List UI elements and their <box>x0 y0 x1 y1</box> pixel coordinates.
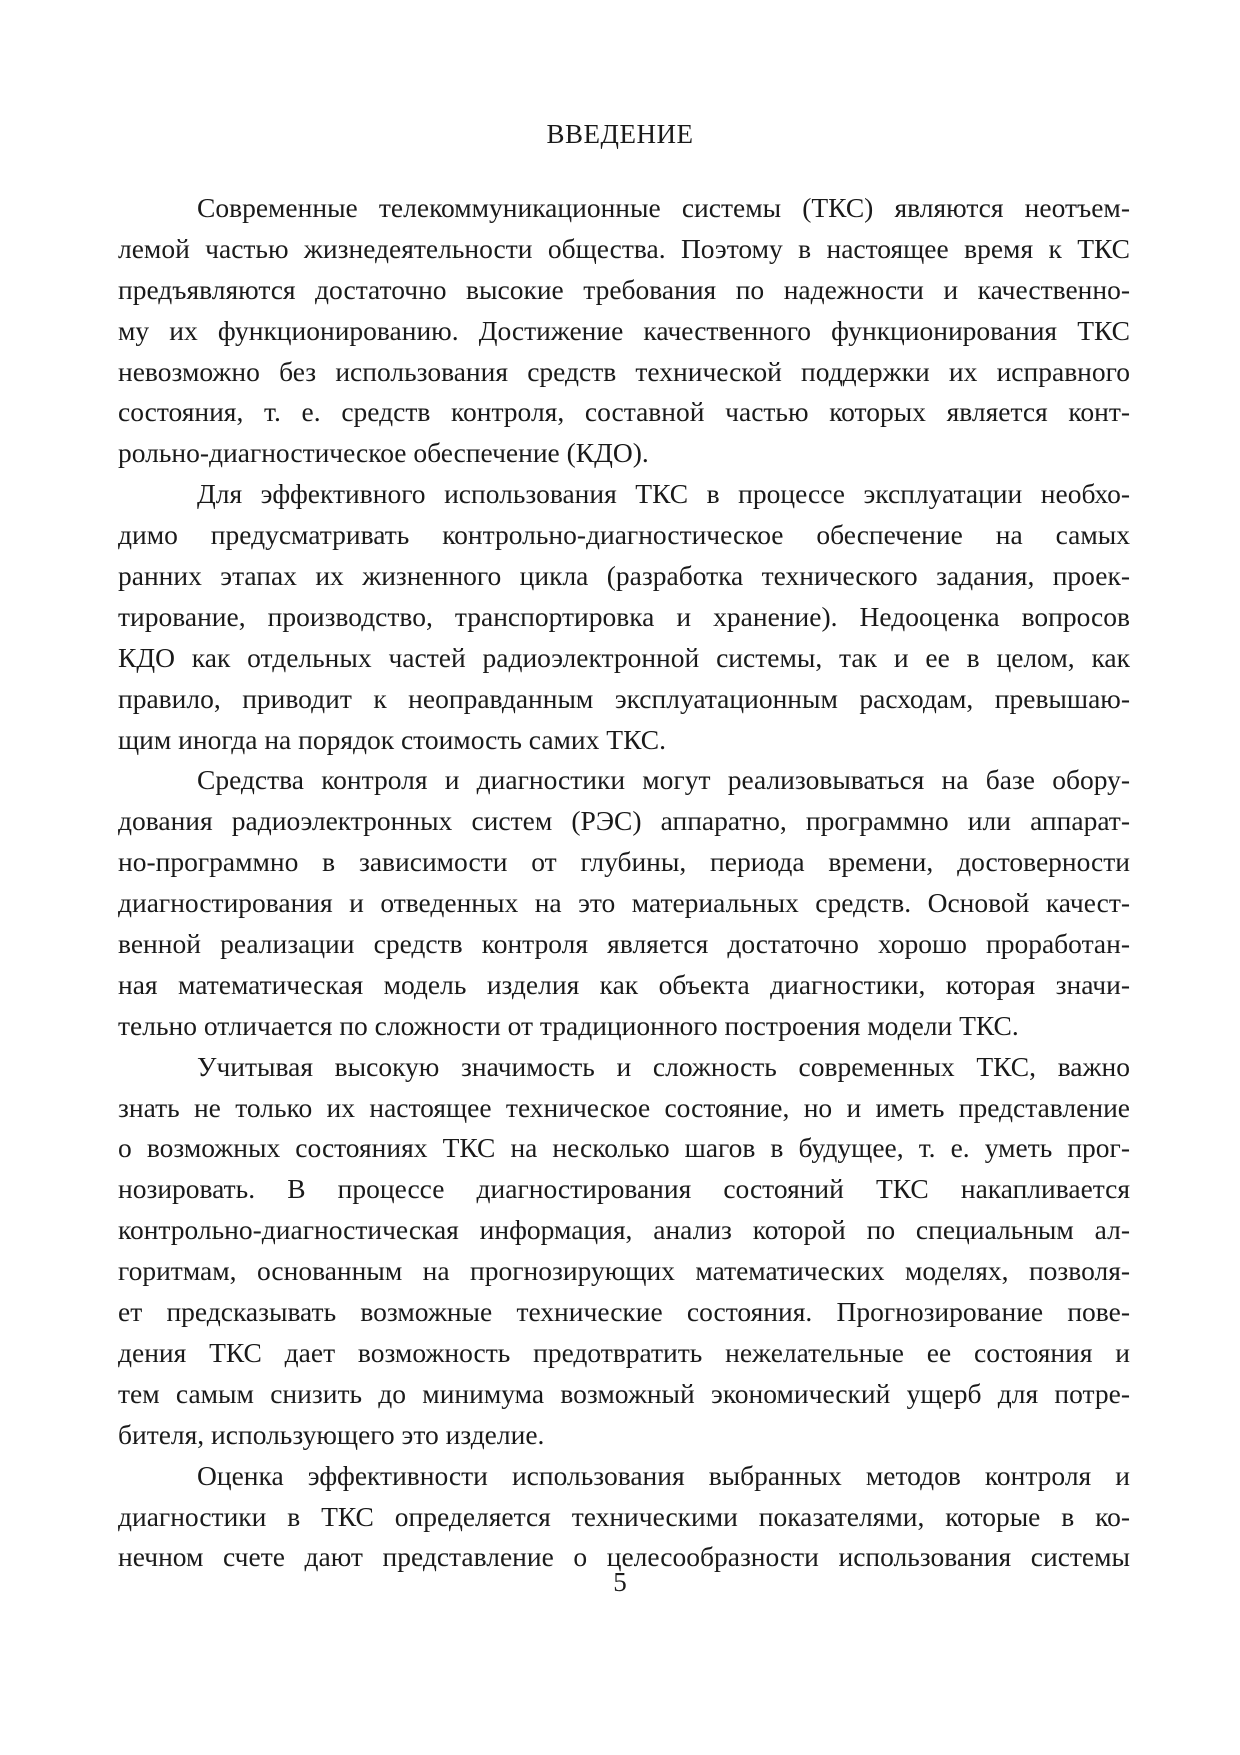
text-line: правило, приводит к неоправданным эксплуатационным расходам, превышаю- <box>118 682 1130 714</box>
body-text <box>118 188 1130 1578</box>
text-line: димо предусматривать контрольно-диагностическое обеспечение на самых <box>118 519 1130 551</box>
text-line: знать не только их настоящее техническое состояние, но и иметь представление <box>118 1091 1130 1123</box>
text-line: Для эффективного использования ТКС в процессе эксплуатации необхо- <box>197 478 1130 510</box>
text-line: но-программно в зависимости от глубины, периода времени, достоверности <box>118 846 1130 878</box>
text-line: Современные телекоммуникационные системы (ТКС) являются неотъем- <box>197 192 1130 223</box>
text-line: ет предсказывать возможные технические состояния. Прогнозирование пове- <box>118 1296 1130 1328</box>
paragraph <box>118 474 1130 760</box>
text-line: КДО как отдельных частей радиоэлектронной системы, так и ее в целом, как <box>118 641 1130 673</box>
text-line: ранних этапах их жизненного цикла (разработка технического задания, проек- <box>118 560 1130 592</box>
paragraph <box>118 1047 1130 1456</box>
paragraph <box>118 760 1130 1046</box>
text-line: горитмам, основанным на прогнозирующих математических моделях, позволя- <box>118 1255 1130 1287</box>
text-line: Учитывая высокую значимость и сложность современных ТКС, важно <box>197 1050 1130 1082</box>
text-line: лемой частью жизнедеятельности общества. Поэтому в настоящее время к ТКС <box>118 232 1130 264</box>
paragraph <box>118 1456 1130 1579</box>
text-line: Средства контроля и диагностики могут реализовываться на базе обору- <box>197 764 1130 796</box>
text-line: диагностики в ТКС определяется техническими показателями, которые в ко- <box>118 1500 1130 1532</box>
page-number: 5 <box>613 1567 627 1597</box>
text-line: Оценка эффективности использования выбранных методов контроля и <box>197 1459 1130 1491</box>
text-line: дения ТКС дает возможность предотвратить нежелательные ее состояния и <box>118 1336 1130 1368</box>
text-line: венной реализации средств контроля является достаточно хорошо проработан- <box>118 928 1130 960</box>
text-line: ная математическая модель изделия как объекта диагностики, которая значи- <box>118 968 1130 1000</box>
page-title: ВВЕДЕНИЕ <box>546 119 694 149</box>
text-line: о возможных состояниях ТКС на несколько шагов в будущее, т. е. уметь прог- <box>118 1132 1130 1164</box>
text-line: тем самым снизить до минимума возможный экономический ущерб для потре- <box>118 1377 1130 1409</box>
text-line: диагностирования и отведенных на это материальных средств. Основой качест- <box>118 887 1130 919</box>
text-line: нечном счете дают представление о целесообразности использования системы <box>118 1541 1130 1573</box>
text-line: тирование, производство, транспортировка и хранение). Недооценка вопросов <box>118 600 1130 632</box>
text-line: нозировать. В процессе диагностирования состояний ТКС накапливается <box>118 1173 1130 1205</box>
paragraph <box>118 188 1130 474</box>
text-line: му их функционированию. Достижение качественного функционирования ТКС <box>118 314 1130 346</box>
text-line: бителя, использующего это изделие. <box>118 1418 545 1450</box>
text-line: контрольно-диагностическая информация, анализ которой по специальным ал- <box>118 1214 1130 1246</box>
text-line: рольно-диагностическое обеспечение (КДО). <box>118 437 649 469</box>
text-line: предъявляются достаточно высокие требования по надежности и качественно- <box>118 273 1130 305</box>
text-line: невозможно без использования средств технической поддержки их исправного <box>118 355 1130 387</box>
text-line: состояния, т. е. средств контроля, составной частью которых является конт- <box>118 396 1130 428</box>
text-line: дования радиоэлектронных систем (РЭС) аппаратно, программно или аппарат- <box>118 805 1130 837</box>
text-line: тельно отличается по сложности от традиционного построения модели ТКС. <box>118 1009 1019 1041</box>
text-line: щим иногда на порядок стоимость самих ТКС. <box>118 723 666 755</box>
